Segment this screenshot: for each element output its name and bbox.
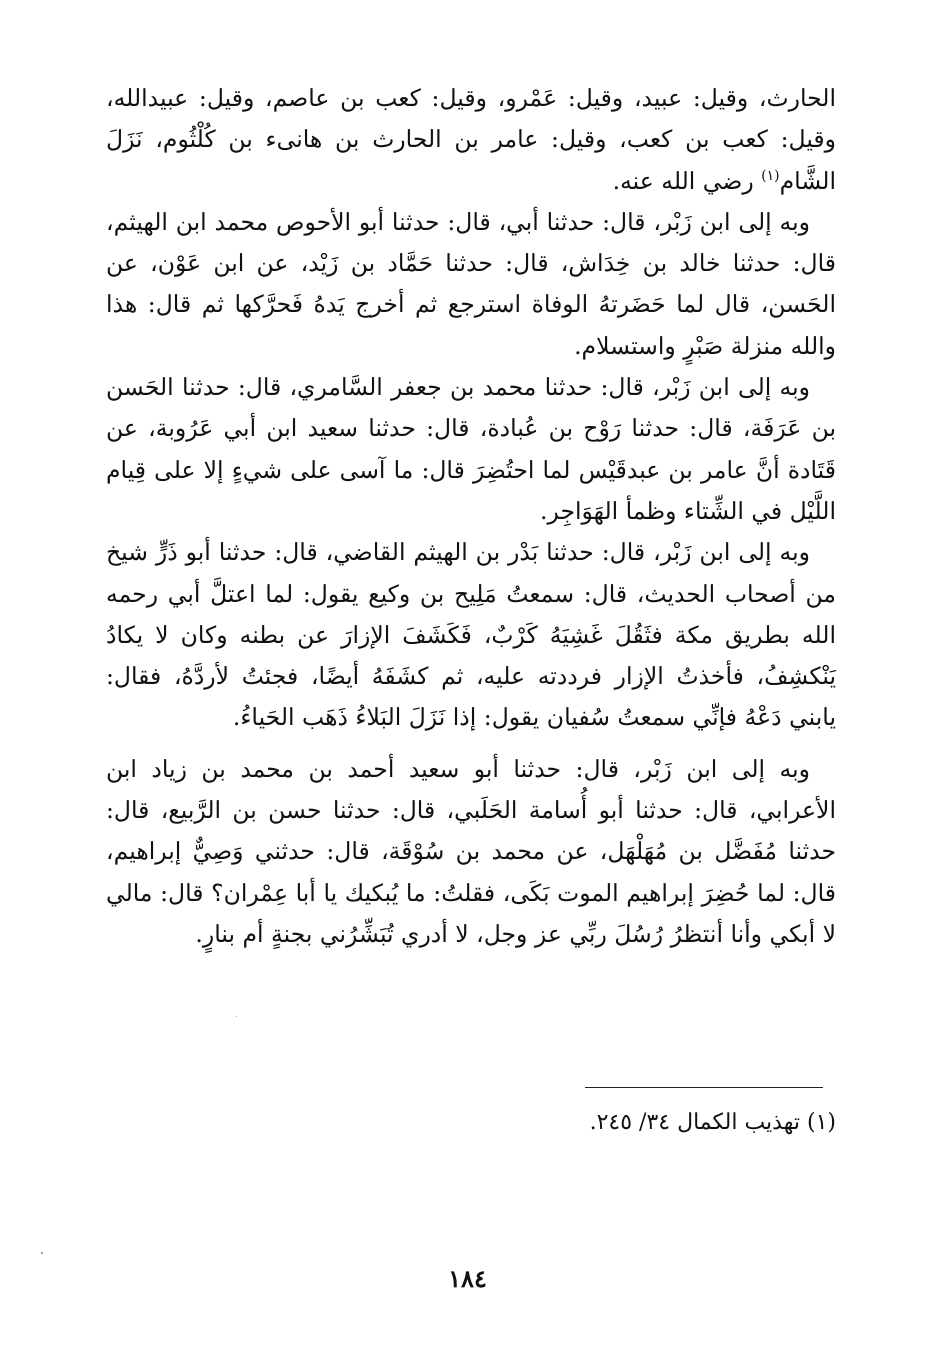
footnote: (١) تهذيب الكمال ٣٤/ ٢٤٥. — [589, 1110, 836, 1135]
paragraph-3: وبه إلى ابن زَبْر، قال: حدثنا محمد بن جعفر السَّامري، قال: حدثنا الحَسن بن عَرَفَة، قال: حدثنا رَوْح بن عُبادة، قال: حدثنا سعيد ابن أبي عَرُوبة، عن قَتَادة أنَّ عامر بن عبدقَيْس لما احتُضِرَ قال: ما آسى على شيءٍ إلا على قِيام اللَّيْل في الشِّتاء وظمأ الهَوَاجِر. — [106, 373, 836, 525]
page-number: ١٨٤ — [448, 1264, 487, 1293]
main-text-block — [106, 78, 836, 955]
scan-speck — [41, 1252, 43, 1254]
paragraph-1-text: الحارث، وقيل: عبيد، وقيل: عَمْرو، وقيل: كعب بن عاصم، وقيل: عبيدالله، وقيل: كعب بن كعب، وقيل: عامر بن الحارث بن هانىء بن كُلْثُوم، نَزَلَ الشَّام — [106, 84, 836, 195]
footnote-separator-line — [585, 1087, 823, 1088]
footnote-reference-mark: (١) — [761, 167, 780, 184]
scan-speck — [236, 1016, 237, 1017]
paragraph-2: وبه إلى ابن زَبْر، قال: حدثنا أبي، قال: حدثنا أبو الأحوص محمد ابن الهيثم، قال: حدثنا خالد بن خِدَاش، قال: حدثنا حَمَّاد بن زَيْد، عن ابن عَوْن، عن الحَسن، قال لما حَضَرتهُ الوفاة استرجع ثم أخرج يَدهُ فَحرَّكها ثم قال: هذا والله منزلة صَبْرٍ واستسلام. — [106, 207, 836, 360]
paragraph-1 — [106, 78, 836, 202]
paragraph-5: وبه إلى ابن زَبْر، قال: حدثنا أبو سعيد أحمد بن محمد بن زياد ابن الأعرابي، قال: حدثنا أبو أُسامة الحَلَبي، قال: حدثنا حسن بن الرَّبيع، قال: حدثنا مُفَضَّل بن مُهَلْهَل، عن محمد بن سُوْقَة، قال: حدثني وَصِيٌّ إبراهيم، قال: لما حُضِرَ إبراهيم الموت بَكَى، فقلتُ: ما يُبكيك يا أبا عِمْران؟ قال: مالي لا أبكي وأنا أنتظرُ رُسُلَ ربِّي عز وجل، لا أدري تُبَشِّرُني بجنةٍ أم بنارٍ. — [106, 754, 836, 948]
paragraph-4: وبه إلى ابن زَبْر، قال: حدثنا بَدْر بن الهيثم القاضي، قال: حدثنا أبو ذَرٍّ شيخ من أصحاب الحديث، قال: سمعتُ مَلِيح بن وكيع يقول: لما اعتلَّ أبي رحمه الله بطريق مكة فثَقُلَ غَشِيَهُ كَرْبٌ، فَكَشَفَ الإزارَ عن بطنه وكان لا يكادُ يَنْكشِفُ، فأخذتُ الإزار فرددته عليه، ثم كشَفَهُ أيضًا، فجئتُ لأردَّهُ، فقال: يابني دَعْهُ فإنِّي سمعتُ سُفيان يقول: إذا نَزَلَ البَلاءُ ذَهَب الحَياءُ. — [106, 538, 836, 732]
paragraph-1-text-end: رضي الله عنه. — [612, 166, 762, 195]
